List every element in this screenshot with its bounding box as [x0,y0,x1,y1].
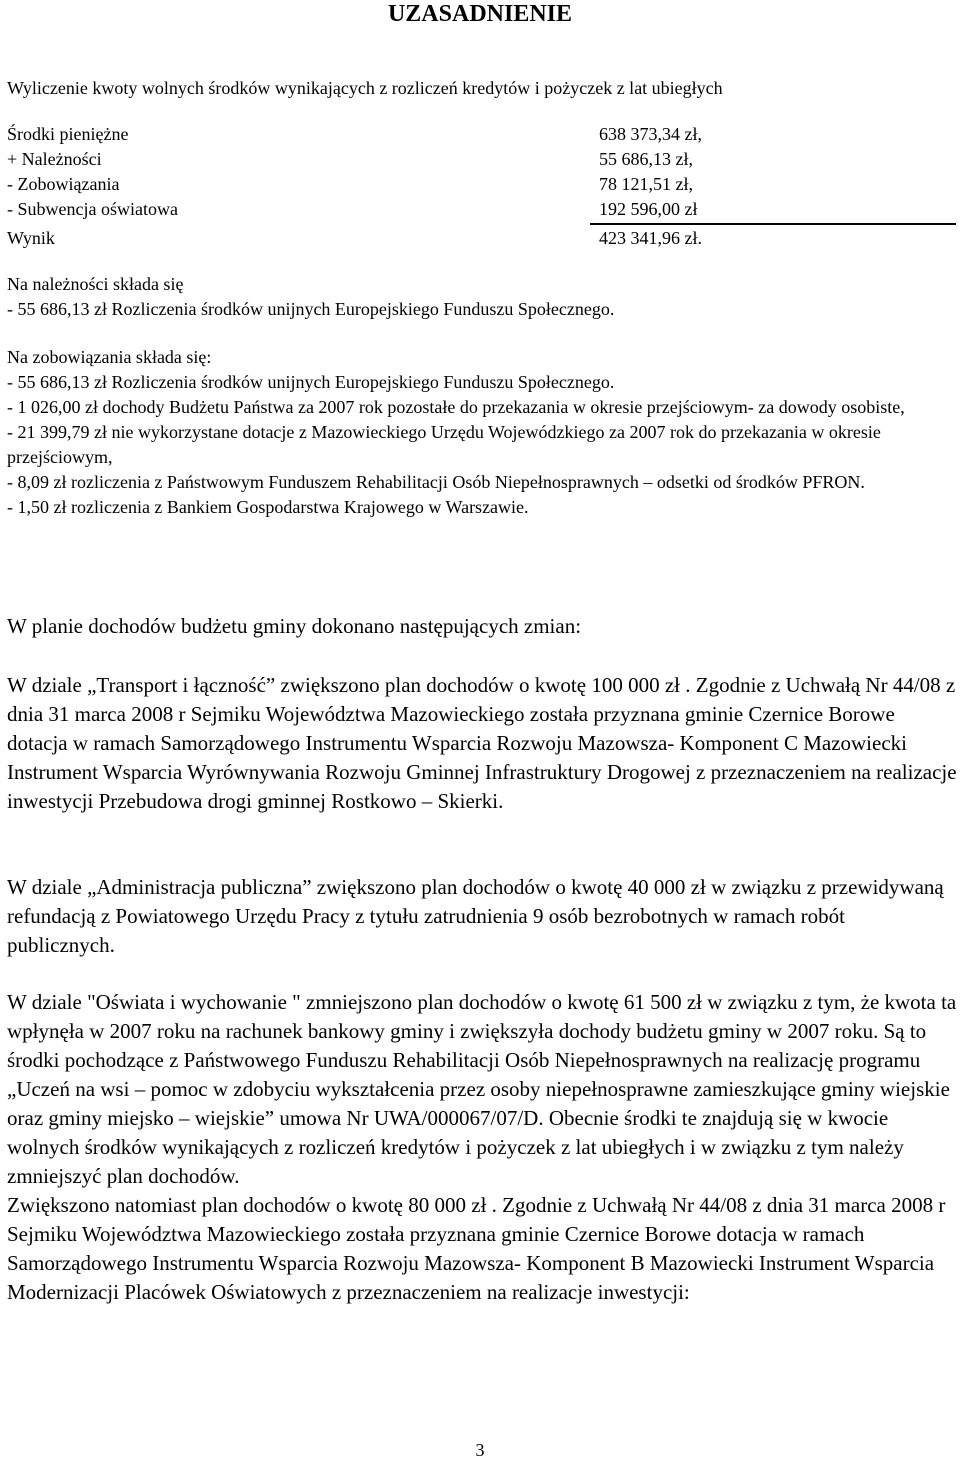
finance-row-label: - Zobowiązania [7,174,120,194]
finance-row-label: - Subwencja oświatowa [7,199,178,219]
liabilities-section [7,345,952,520]
liability-item: - 1 026,00 zł dochody Budżetu Państwa za 2007 rok pozostałe do przekazania w okresie przejściowym- za dowody osobiste, [7,397,905,417]
liability-item: - 21 399,79 zł nie wykorzystane dotacje z Mazowieckiego Urzędu Wojewódzkiego za 2007 rok do przekazania w okresie przejściowym, [7,422,881,467]
result-label: Wynik [7,228,55,248]
paragraph-text: Zwiększono natomiast plan dochodów o kwotę 80 000 zł . Zgodnie z Uchwałą Nr 44/08 z dnia 31 marca 2008 r Sejmiku Województwa Mazowieckiego została przyznana gminie Czernice Borowe dotacja w ramach Samorządowego Instrumentu Wsparcia Rozwoju Mazowsza- Komponent B Mazowiecki Instrument Wsparcia Modernizacji Placówek Oświatowych z przeznaczeniem na realizacje inwestycji: [7,1193,946,1304]
finance-row-label: + Należności [7,149,102,169]
finance-row-amount: 78 121,51 zł, [599,174,693,194]
result-amount: 423 341,96 zł. [599,228,702,248]
paragraph-transport [7,671,957,816]
paragraph-text: W dziale "Oświata i wychowanie " zmniejszono plan dochodów o kwotę 61 500 zł w związku z tym, że kwota ta wpłynęła w 2007 roku na rachunek bankowy gminy i zwiększyła dochody budżetu gminy w 2007 roku. Są to środki pochodzące z Państwowego Funduszu Rehabilitacji Osób Niepełnosprawnych na realizację programu „Uczeń na wsi – pomoc w zdobyciu wykształcenia przez osoby niepełnosprawne zamieszkujące gminy wiejskie oraz gminy miejsko – wiejskie” umowa Nr UWA/000067/07/D. Obecnie środki te znajdują się w kwocie wolnych środków wynikających z rozliczeń kredytów i pożyczek z lat ubiegłych i w związku z tym należy zmniejszyć plan dochodów. [7,990,957,1188]
finance-row-amount: 55 686,13 zł, [599,149,693,169]
intro-text: Wyliczenie kwoty wolnych środków wynikających z rozliczeń kredytów i pożyczek z lat ubiegłych [7,78,723,98]
finance-row-amount: 638 373,34 zł, [599,124,702,144]
sum-divider [590,223,956,225]
liabilities-heading: Na zobowiązania składa się: [7,347,212,367]
liability-item: - 55 686,13 zł Rozliczenia środków unijnych Europejskiego Funduszu Społecznego. [7,372,615,392]
paragraph-text: W dziale „Transport i łączność” zwiększono plan dochodów o kwotę 100 000 zł . Zgodnie z Uchwałą Nr 44/08 z dnia 31 marca 2008 r Sejmiku Województwa Mazowieckiego została przyznana gminie Czernice Borowe dotacja w ramach Samorządowego Instrumentu Wsparcia Rozwoju Mazowsza- Komponent C Mazowiecki Instrument Wsparcia Wyrównywania Rozwoju Gminnej Infrastruktury Drogowej z przeznaczeniem na realizacje inwestycji Przebudowa drogi gminnej Rostkowo – Skierki. [7,673,957,813]
plan-heading: W planie dochodów budżetu gminy dokonano następujących zmian: [7,614,582,638]
document-title: UZASADNIENIE [387,1,573,27]
liability-item: - 8,09 zł rozliczenia z Państwowym Funduszem Rehabilitacji Osób Niepełnosprawnych – odsetki od środków PFRON. [7,472,865,492]
liability-item: - 1,50 zł rozliczenia z Bankiem Gospodarstwa Krajowego w Warszawie. [7,497,529,517]
receivables-line: - 55 686,13 zł Rozliczenia środków unijnych Europejskiego Funduszu Społecznego. [7,299,615,319]
finance-row-label: Środki pieniężne [7,124,129,144]
paragraph-administration [7,873,957,960]
receivables-heading: Na należności składa się [7,274,184,294]
paragraph-text: W dziale „Administracja publiczna” zwiększono plan dochodów o kwotę 40 000 zł w związku z przewidywaną refundacją z Powiatowego Urzędu Pracy z tytułu zatrudnienia 9 osób bezrobotnych w ramach robót publicznych. [7,875,944,957]
paragraph-education [7,988,957,1307]
finance-row-amount: 192 596,00 zł [599,199,698,219]
page-number: 3 [475,1440,485,1460]
